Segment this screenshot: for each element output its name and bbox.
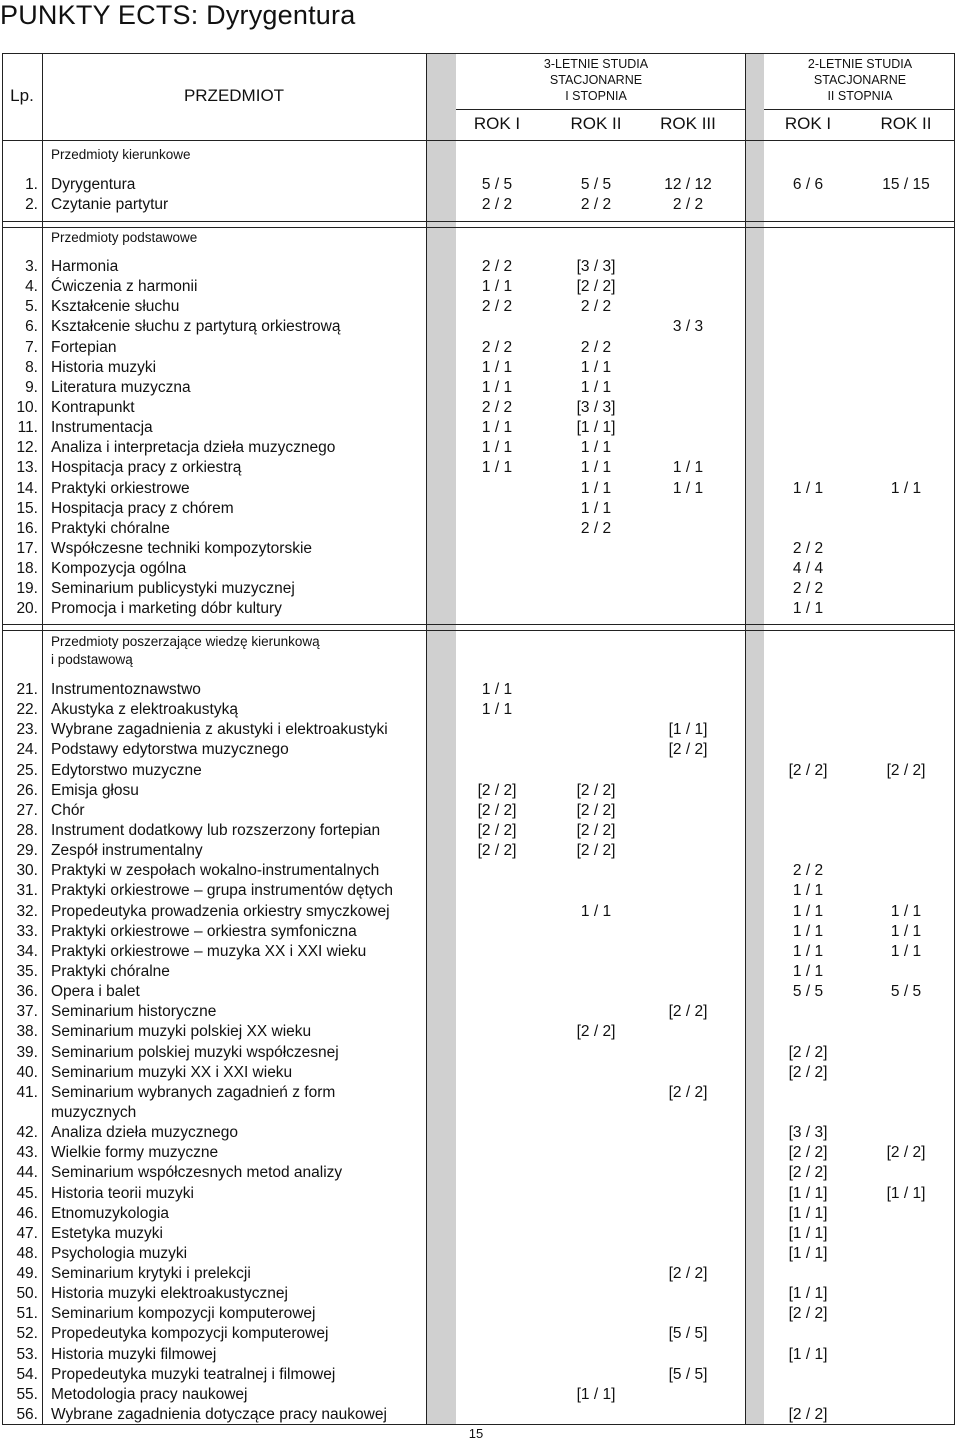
ects-value: 1 / 1: [580, 902, 612, 920]
subject-name: Praktyki orkiestrowe – grupa instrumentów dętych: [51, 882, 394, 900]
row-number: 15.: [16, 499, 38, 517]
ects-value: 5 / 5: [580, 176, 612, 193]
row-number: 51.: [16, 1305, 38, 1323]
ects-value: 2 / 2: [580, 519, 612, 537]
ects-value: [5 / 5]: [668, 1365, 708, 1383]
row-number: 31.: [16, 882, 38, 900]
header-lp: Lp.: [10, 86, 34, 105]
ects-value: 5 / 5: [890, 983, 922, 1001]
subject-name: Propedeutyka kompozycji komputerowej: [51, 1325, 329, 1343]
subject-name: Kontrapunkt: [51, 398, 135, 416]
row-number: 42.: [16, 1124, 38, 1142]
section-gap-rule-2b: [2, 630, 955, 631]
subject-name: Kompozycja ogólna: [51, 560, 187, 578]
subject-name: Seminarium polskiej muzyki współczesnej: [51, 1043, 339, 1061]
subject-name: Emisja głosu: [51, 781, 139, 799]
header-group3-line: 3-LETNIE STUDIA: [543, 57, 649, 71]
row-number: 1.: [25, 176, 38, 193]
row-number: 14.: [16, 479, 38, 497]
ects-value: 1 / 1: [481, 439, 513, 457]
subject-name: Kształcenie słuchu z partyturą orkiestrową: [51, 318, 341, 336]
row-number: 24.: [16, 741, 38, 759]
ects-value: [2 / 2]: [788, 1063, 828, 1081]
subject-name: Opera i balet: [51, 983, 140, 1001]
row-number: 32.: [16, 902, 38, 920]
row-number: 2.: [25, 196, 38, 214]
row-number: 38.: [16, 1023, 38, 1041]
ects-value: 1 / 1: [792, 902, 824, 920]
subject-name: Estetyka muzyki: [51, 1224, 163, 1242]
subject-name: Wielkie formy muzyczne: [51, 1144, 219, 1162]
ects-value: 1 / 1: [792, 882, 824, 900]
row-number: 21.: [16, 681, 38, 698]
section-gap-rule-1b: [2, 227, 955, 228]
subject-name: Seminarium historyczne: [51, 1003, 217, 1021]
ects-value: 2 / 2: [481, 398, 513, 416]
row-number: 45.: [16, 1184, 38, 1202]
ects-value: 1 / 1: [481, 278, 513, 296]
ects-value: [2 / 2]: [477, 842, 517, 860]
row-number: 46.: [16, 1204, 38, 1222]
ects-value: 2 / 2: [580, 298, 612, 316]
subject-name: Analiza dzieła muzycznego: [51, 1124, 238, 1142]
ects-value: 2 / 2: [580, 196, 612, 214]
ects-value: [2 / 2]: [788, 1406, 828, 1424]
row-number: 30.: [16, 862, 38, 880]
subject-name: Analiza i interpretacja dzieła muzycznego: [51, 439, 336, 457]
subject-name: Praktyki orkiestrowe – orkiestra symfoniczna: [51, 922, 357, 940]
ects-value: 5 / 5: [792, 983, 824, 1001]
ects-value: [2 / 2]: [788, 1043, 828, 1061]
header-year-2: ROK II: [570, 114, 622, 133]
ects-value: [2 / 2]: [576, 821, 616, 839]
row-number: 47.: [16, 1224, 38, 1242]
ects-value: 2 / 2: [792, 580, 824, 598]
row-number: 22.: [16, 701, 38, 719]
row-number: 5.: [25, 298, 38, 316]
ects-value: 2 / 2: [481, 338, 513, 356]
subject-name: Praktyki chóralne: [51, 962, 170, 980]
subject-name: muzycznych: [51, 1103, 137, 1121]
ects-value: [2 / 2]: [668, 1083, 708, 1101]
row-number: 26.: [16, 781, 38, 799]
ects-value: 1 / 1: [580, 459, 612, 477]
ects-value: 1 / 1: [890, 922, 922, 940]
row-number: 37.: [16, 1003, 38, 1021]
subject-name: Historia muzyki: [51, 358, 157, 376]
subject-name: Historia muzyki elektroakustycznej: [51, 1285, 288, 1303]
ects-value: [2 / 2]: [576, 278, 616, 296]
section-title: Przedmioty poszerzające wiedzę kierunkową: [51, 634, 320, 649]
row-number: 50.: [16, 1285, 38, 1303]
ects-value: [2 / 2]: [886, 1144, 926, 1162]
header-year-1: ROK I: [473, 114, 521, 133]
row-number: 9.: [25, 378, 38, 396]
ects-value: 1 / 1: [481, 358, 513, 376]
subject-name: Dyrygentura: [51, 176, 136, 193]
ects-value: [2 / 2]: [576, 1023, 616, 1041]
row-number: 41.: [16, 1083, 38, 1101]
subject-name: Wybrane zagadnienia z akustyki i elektroakustyki: [51, 721, 388, 739]
group2-frame: [746, 53, 955, 1425]
ects-value: 6 / 6: [792, 176, 824, 193]
row-number: 44.: [16, 1164, 38, 1182]
row-number: 13.: [16, 459, 38, 477]
ects-value: [2 / 2]: [668, 1265, 708, 1283]
section-title: Przedmioty podstawowe: [51, 230, 198, 245]
subject-name: Hospitacja pracy z orkiestrą: [51, 459, 242, 477]
section-gap-rule-1a: [2, 221, 955, 222]
subject-name: Wybrane zagadnienia dotyczące pracy naukowej: [51, 1406, 387, 1424]
subject-name: Harmonia: [51, 258, 119, 275]
ects-value: 1 / 1: [890, 902, 922, 920]
ects-value: 1 / 1: [580, 479, 612, 497]
ects-value: [1 / 1]: [788, 1204, 828, 1222]
ects-value: 1 / 1: [481, 701, 513, 719]
ects-value: [1 / 1]: [576, 419, 616, 437]
subject-name: Hospitacja pracy z chórem: [51, 499, 234, 517]
ects-value: 2 / 2: [481, 196, 513, 214]
ects-value: [2 / 2]: [886, 761, 926, 779]
row-number: 54.: [16, 1365, 38, 1383]
section-title: i podstawową: [51, 652, 133, 667]
subject-name: Instrument dodatkowy lub rozszerzony fortepian: [51, 821, 381, 839]
ects-value: 2 / 2: [481, 258, 513, 275]
ects-value: [5 / 5]: [668, 1325, 708, 1343]
row-number: 25.: [16, 761, 38, 779]
section-title: Przedmioty kierunkowe: [51, 147, 191, 162]
header-group3-line: I STOPNIA: [565, 89, 627, 103]
subject-name: Praktyki orkiestrowe: [51, 479, 190, 497]
header-year-3: ROK III: [660, 114, 716, 133]
ects-value: [2 / 2]: [668, 1003, 708, 1021]
subject-name: Fortepian: [51, 338, 117, 356]
row-number: 20.: [16, 600, 38, 618]
subject-name: Metodologia pracy naukowej: [51, 1385, 248, 1403]
ects-value: [1 / 1]: [788, 1285, 828, 1303]
ects-value: 2 / 2: [580, 338, 612, 356]
ects-value: 1 / 1: [580, 358, 612, 376]
subject-name: Ćwiczenia z harmonii: [51, 278, 198, 296]
subject-name: Chór: [51, 801, 85, 819]
ects-value: 4 / 4: [792, 560, 824, 578]
row-number: 12.: [16, 439, 38, 457]
year-rule-2: [764, 109, 955, 110]
subject-name: Historia teorii muzyki: [51, 1184, 194, 1202]
row-number: 8.: [25, 358, 38, 376]
header-year-5: ROK II: [880, 114, 932, 133]
ects-value: [1 / 1]: [788, 1345, 828, 1363]
row-number: 10.: [16, 398, 38, 416]
ects-value: 1 / 1: [792, 922, 824, 940]
ects-value: 15 / 15: [882, 176, 930, 193]
ects-value: 1 / 1: [890, 479, 922, 497]
row-number: 16.: [16, 519, 38, 537]
header-group2-line: II STOPNIA: [827, 89, 893, 103]
ects-value: 1 / 1: [481, 419, 513, 437]
row-number: 33.: [16, 922, 38, 940]
ects-value: [1 / 1]: [788, 1184, 828, 1202]
subject-name: Kształcenie słuchu: [51, 298, 180, 316]
row-number: 11.: [17, 419, 38, 437]
row-number: 34.: [16, 942, 38, 960]
row-number: 27.: [16, 801, 38, 819]
ects-value: 3 / 3: [672, 318, 704, 336]
ects-value: 1 / 1: [481, 378, 513, 396]
ects-value: 1 / 1: [792, 600, 824, 618]
ects-value: [2 / 2]: [576, 801, 616, 819]
ects-value: 1 / 1: [672, 459, 704, 477]
subject-name: Seminarium publicystyki muzycznej: [51, 580, 295, 598]
row-number: 52.: [16, 1325, 38, 1343]
section-gap-rule-2a: [2, 624, 955, 625]
ects-value: 1 / 1: [890, 942, 922, 960]
subject-name: Instrumentoznawstwo: [51, 681, 201, 698]
ects-value: 1 / 1: [672, 479, 704, 497]
header-subject: PRZEDMIOT: [183, 86, 285, 105]
row-number: 49.: [16, 1265, 38, 1283]
ects-value: [3 / 3]: [788, 1124, 828, 1142]
row-number: 3.: [25, 258, 38, 275]
ects-value: [2 / 2]: [477, 781, 517, 799]
page-number: 15: [468, 1426, 484, 1441]
subject-name: Psychologia muzyki: [51, 1244, 188, 1262]
ects-value: [2 / 2]: [788, 1305, 828, 1323]
subject-name: Podstawy edytorstwa muzycznego: [51, 741, 289, 759]
ects-value: [1 / 1]: [788, 1224, 828, 1242]
ects-value: [1 / 1]: [576, 1385, 616, 1403]
ects-value: [1 / 1]: [886, 1184, 926, 1202]
ects-value: 2 / 2: [792, 539, 824, 557]
ects-value: 1 / 1: [792, 479, 824, 497]
ects-value: 5 / 5: [481, 176, 513, 193]
row-number: 19.: [16, 580, 38, 598]
ects-value: 2 / 2: [792, 862, 824, 880]
ects-value: [2 / 2]: [668, 741, 708, 759]
subject-name: Propedeutyka prowadzenia orkiestry smyczkowej: [51, 902, 390, 920]
ects-value: [2 / 2]: [788, 761, 828, 779]
subject-name: Praktyki orkiestrowe – muzyka XX i XXI wieku: [51, 942, 367, 960]
subject-name: Seminarium muzyki XX i XXI wieku: [51, 1063, 293, 1081]
ects-value: [2 / 2]: [788, 1144, 828, 1162]
row-number: 48.: [16, 1244, 38, 1262]
ects-value: [2 / 2]: [477, 821, 517, 839]
ects-value: [1 / 1]: [668, 721, 708, 739]
header-group3-line: STACJONARNE: [549, 73, 643, 87]
subject-name: Instrumentacja: [51, 419, 153, 437]
ects-value: 1 / 1: [792, 942, 824, 960]
row-number: 55.: [16, 1385, 38, 1403]
subject-name: Czytanie partytur: [51, 196, 169, 214]
ects-value: 2 / 2: [672, 196, 704, 214]
subject-name: Seminarium krytyki i prelekcji: [51, 1265, 251, 1283]
row-number: 7.: [25, 338, 38, 356]
subject-name: Literatura muzyczna: [51, 378, 191, 396]
row-number: 29.: [16, 842, 38, 860]
row-number: 35.: [16, 962, 38, 980]
header-group2-line: STACJONARNE: [813, 73, 907, 87]
subject-name: Zespół instrumentalny: [51, 842, 203, 860]
ects-value: 1 / 1: [580, 439, 612, 457]
row-number: 53.: [16, 1345, 38, 1363]
row-number: 18.: [16, 560, 38, 578]
ects-value: [2 / 2]: [788, 1164, 828, 1182]
subject-name: Etnomuzykologia: [51, 1204, 170, 1222]
subject-name: Praktyki chóralne: [51, 519, 170, 537]
subject-name: Akustyka z elektroakustyką: [51, 701, 238, 719]
ects-value: 1 / 1: [580, 378, 612, 396]
row-number: 39.: [16, 1043, 38, 1061]
ects-value: 12 / 12: [664, 176, 712, 193]
row-number: 28.: [16, 821, 38, 839]
row-number: 17.: [16, 539, 38, 557]
ects-value: 1 / 1: [481, 681, 513, 698]
header-year-4: ROK I: [784, 114, 832, 133]
subject-name: Promocja i marketing dóbr kultury: [51, 600, 282, 618]
ects-value: [1 / 1]: [788, 1244, 828, 1262]
ects-value: 1 / 1: [792, 962, 824, 980]
subject-name: Praktyki w zespołach wokalno-instrumentalnych: [51, 862, 380, 880]
page-title: PUNKTY ECTS: Dyrygentura: [0, 0, 356, 30]
ects-value: 1 / 1: [580, 499, 612, 517]
header-group2-line: 2-LETNIE STUDIA: [807, 57, 913, 71]
header-rule: [2, 140, 955, 141]
subject-name: Propedeutyka muzyki teatralnej i filmowej: [51, 1365, 336, 1383]
ects-value: [2 / 2]: [576, 781, 616, 799]
subject-name: Seminarium współczesnych metod analizy: [51, 1164, 343, 1182]
row-number: 23.: [16, 721, 38, 739]
subject-name: Historia muzyki filmowej: [51, 1345, 217, 1363]
ects-value: 1 / 1: [481, 459, 513, 477]
ects-value: [2 / 2]: [576, 842, 616, 860]
subject-name: Seminarium muzyki polskiej XX wieku: [51, 1023, 312, 1041]
row-number: 36.: [16, 983, 38, 1001]
ects-value: [3 / 3]: [576, 258, 616, 275]
row-number: 6.: [25, 318, 38, 336]
ects-value: 2 / 2: [481, 298, 513, 316]
subject-name: Seminarium kompozycji komputerowej: [51, 1305, 316, 1323]
subject-name: Seminarium wybranych zagadnień z form: [51, 1083, 336, 1101]
row-number: 56.: [16, 1406, 38, 1424]
row-number: 40.: [16, 1063, 38, 1081]
subject-name: Współczesne techniki kompozytorskie: [51, 539, 313, 557]
ects-value: [3 / 3]: [576, 398, 616, 416]
row-number: 4.: [25, 278, 38, 296]
year-rule-3: [456, 109, 746, 110]
row-number: 43.: [16, 1144, 38, 1162]
subject-name: Edytorstwo muzyczne: [51, 761, 202, 779]
ects-value: [2 / 2]: [477, 801, 517, 819]
